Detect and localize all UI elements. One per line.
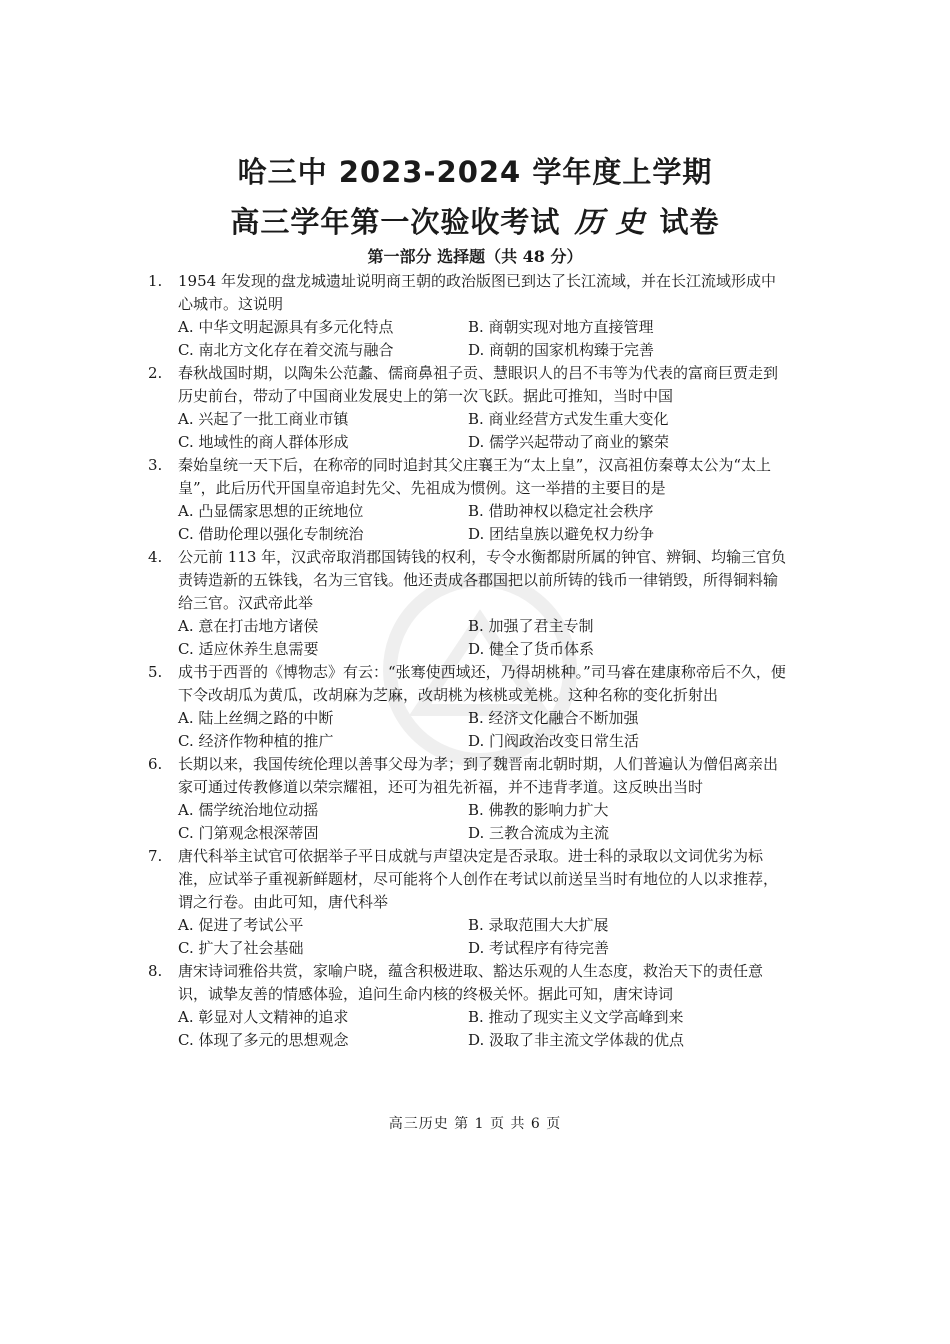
exam-title-suffix: 试卷 — [659, 205, 720, 239]
option-grid — [178, 615, 788, 661]
question-4 — [148, 546, 788, 661]
option-c: C. 适应休养生息需要 — [178, 640, 319, 658]
option-c: C. 门第观念根深蒂固 — [178, 824, 319, 842]
option-a: A. 彰显对人文精神的追求 — [178, 1008, 349, 1026]
question-stem: 春秋战国时期，以陶朱公范蠡、儒商鼻祖子贡、慧眼识人的吕不韦等为代表的富商巨贾走到历史前台，带动了中国商业发展史上的第一次飞跃。据此可推知，当时中国 — [178, 364, 779, 405]
question-stem: 长期以来，我国传统伦理以善事父母为孝；到了魏晋南北朝时期，人们普遍认为僧侣离亲出家可通过传教修道以荣宗耀祖，还可为祖先祈福，并不违背孝道。这反映出当时 — [178, 755, 779, 796]
question-list — [148, 270, 788, 1052]
question-stem: 成书于西晋的《博物志》有云：“张骞使西域还，乃得胡桃种。”司马睿在建康称帝后不久，便下令改胡瓜为黄瓜，改胡麻为芝麻，改胡桃为核桃或羌桃。这种名称的变化折射出 — [178, 663, 786, 704]
exam-subject: 历 史 — [574, 205, 646, 239]
option-a: A. 促进了考试公平 — [178, 916, 304, 934]
option-grid — [178, 500, 788, 546]
question-number: 8. — [148, 962, 163, 980]
option-a: A. 中华文明起源具有多元化特点 — [178, 318, 394, 336]
option-a: A. 儒学统治地位动摇 — [178, 801, 319, 819]
question-6 — [148, 753, 788, 845]
option-c: C. 体现了多元的思想观念 — [178, 1031, 349, 1049]
option-b: B. 录取范围大大扩展 — [468, 916, 609, 934]
option-grid — [178, 408, 788, 454]
option-d: D. 健全了货币体系 — [468, 640, 595, 658]
question-number: 4. — [148, 548, 163, 566]
option-c: C. 扩大了社会基础 — [178, 939, 304, 957]
option-b: B. 推动了现实主义文学高峰到来 — [468, 1008, 684, 1026]
question-5 — [148, 661, 788, 753]
option-d: D. 考试程序有待完善 — [468, 939, 610, 957]
option-b: B. 商业经营方式发生重大变化 — [468, 410, 669, 428]
question-stem: 1954 年发现的盘龙城遗址说明商王朝的政治版图已到达了长江流域，并在长江流域形成中心城市。这说明 — [178, 272, 776, 313]
question-2 — [148, 362, 788, 454]
option-a: A. 兴起了一批工商业市镇 — [178, 410, 349, 428]
option-b: B. 借助神权以稳定社会秩序 — [468, 502, 654, 520]
question-8 — [148, 960, 788, 1052]
section-heading: 第一部分 选择题（共 48 分） — [367, 247, 583, 266]
question-7 — [148, 845, 788, 960]
question-number: 3. — [148, 456, 163, 474]
option-b: B. 经济文化融合不断加强 — [468, 709, 639, 727]
option-a: A. 意在打击地方诸侯 — [178, 617, 319, 635]
question-stem: 秦始皇统一天下后，在称帝的同时追封其父庄襄王为“太上皇”，汉高祖仿秦尊太公为“太上皇”，此后历代开国皇帝追封先父、先祖成为惯例。这一举措的主要目的是 — [178, 456, 772, 497]
option-d: D. 儒学兴起带动了商业的繁荣 — [468, 433, 670, 451]
option-d: D. 汲取了非主流文学体裁的优点 — [468, 1031, 685, 1049]
question-number: 2. — [148, 364, 163, 382]
question-stem: 唐宋诗词雅俗共赏，家喻户晓，蕴含积极进取、豁达乐观的人生态度，救治天下的责任意识，诚挚友善的情感体验，追问生命内核的终极关怀。据此可知，唐宋诗词 — [178, 962, 764, 1003]
option-b: B. 商朝实现对地方直接管理 — [468, 318, 654, 336]
option-grid — [178, 914, 788, 960]
exam-title-line1: 哈三中 2023-2024 学年度上学期 — [237, 155, 713, 189]
option-grid — [178, 1006, 788, 1052]
question-number: 5. — [148, 663, 163, 681]
option-a: A. 陆上丝绸之路的中断 — [178, 709, 334, 727]
page-footer: 高三历史 第 1 页 共 6 页 — [388, 1116, 562, 1132]
question-number: 7. — [148, 847, 163, 865]
option-d: D. 团结皇族以避免权力纷争 — [468, 525, 655, 543]
option-b: B. 加强了君主专制 — [468, 617, 594, 635]
exam-title-prefix: 高三学年第一次验收考试 — [230, 205, 561, 239]
option-d: D. 三教合流成为主流 — [468, 824, 610, 842]
question-1 — [148, 270, 788, 362]
question-number: 1. — [148, 272, 163, 290]
question-stem: 公元前 113 年，汉武帝取消郡国铸钱的权利，专令水衡都尉所属的钟官、辨铜、均输三官负责铸造新的五铢钱，名为三官钱。他还责成各郡国把以前所铸的钱币一律销毁，所得铜料输给三官。汉武帝此举 — [178, 548, 787, 612]
option-c: C. 借助伦理以强化专制统治 — [178, 525, 364, 543]
question-3 — [148, 454, 788, 546]
exam-title-line2 — [0, 200, 950, 241]
question-number: 6. — [148, 755, 163, 773]
option-grid — [178, 799, 788, 845]
option-c: C. 地域性的商人群体形成 — [178, 433, 349, 451]
option-grid — [178, 316, 788, 362]
option-grid — [178, 707, 788, 753]
question-stem: 唐代科举主试官可依据举子平日成就与声望决定是否录取。进士科的录取以文词优劣为标准，应试举子重视新鲜题材，尽可能将个人创作在考试以前送呈当时有地位的人以求推荐，谓之行卷。由此可知，唐代科举 — [178, 847, 779, 911]
option-d: D. 商朝的国家机构臻于完善 — [468, 341, 655, 359]
option-b: B. 佛教的影响力扩大 — [468, 801, 609, 819]
option-a: A. 凸显儒家思想的正统地位 — [178, 502, 364, 520]
option-c: C. 经济作物种植的推广 — [178, 732, 334, 750]
option-c: C. 南北方文化存在着交流与融合 — [178, 341, 394, 359]
option-d: D. 门阀政治改变日常生活 — [468, 732, 640, 750]
